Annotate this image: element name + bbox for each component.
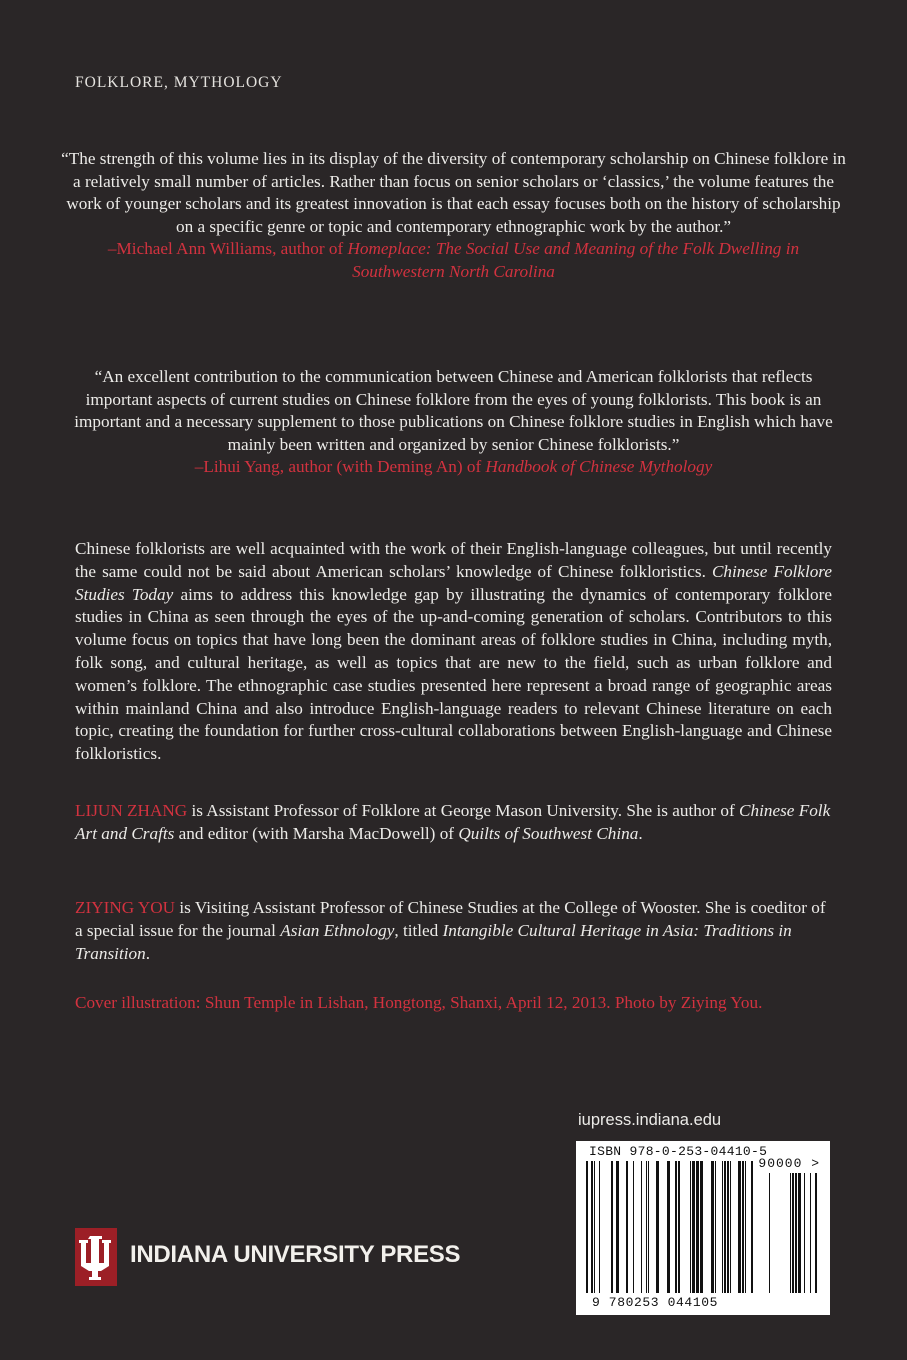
barcode-bar (769, 1173, 770, 1293)
barcode-bar (810, 1173, 811, 1293)
description-text: aims to address this knowledge gap by illustrating the dynamics of contemporary folklore studies in China as seen through the eyes of the up-and-coming generation of scholars. Contributors to this volume focus on topics that have long been the dominant areas of folklore studies in China, including myth, folk song, and cultural heritage, as well as topics that are new to the field, such as urban folklore and women’s folklore. The ethnographic case studies presented here represent a broad range of geographic areas within mainland China and also introduce English-language readers to relevant Chinese literature on each topic, creating the foundation for further cross-cultural collaborations between English-language and Chinese folkloristics. (75, 584, 833, 764)
bio-text: . (638, 823, 643, 843)
barcode-bar (633, 1161, 634, 1293)
bio-book-title: Chinese Folk Art and Crafts (75, 801, 831, 843)
quote-attribution (195, 457, 712, 476)
attribution-book-title: Handbook of Chinese Mythology (485, 457, 713, 476)
barcode-bar (656, 1161, 659, 1293)
editor-bio-zhang (75, 800, 832, 846)
barcode-bar (715, 1161, 716, 1293)
barcode-bar (790, 1173, 791, 1293)
barcode-bar (594, 1161, 595, 1293)
barcode-bar (591, 1161, 593, 1293)
barcode-bar (690, 1161, 691, 1293)
barcode-bar (675, 1161, 677, 1293)
barcode-bar (641, 1161, 642, 1293)
category-label: FOLKLORE, MYTHOLOGY (75, 74, 283, 91)
bio-text: and editor (with Marsha MacDowell) of (174, 823, 459, 843)
ean-number: 9 780253 044105 (592, 1295, 719, 1310)
book-title: Chinese Folklore Studies Today (75, 561, 832, 604)
barcode-bar (742, 1161, 744, 1293)
editor-name: LIJUN ZHANG (75, 801, 188, 820)
barcode-bar (795, 1173, 797, 1293)
bio-book-title: Quilts of Southwest China (458, 823, 639, 843)
cover-credit: Cover illustration: Shun Temple in Lishan, Hongtong, Shanxi, April 12, 2013. Photo by Ziying You. (75, 993, 763, 1012)
barcode-bar (792, 1173, 794, 1293)
barcode-bar (611, 1161, 613, 1293)
barcode-bars (576, 1141, 830, 1315)
endorsement-quote-2 (60, 366, 847, 479)
barcode-bar (586, 1161, 588, 1293)
bio-text: , titled (394, 920, 443, 940)
journal-title: Asian Ethnology (280, 920, 395, 940)
barcode-bar (724, 1161, 726, 1293)
book-description (75, 538, 832, 766)
barcode-bar (722, 1161, 723, 1293)
issue-title: Intangible Cultural Heritage in Asia: Traditions in Transition (75, 920, 792, 963)
barcode-bar (667, 1161, 670, 1293)
quote-attribution (108, 239, 799, 281)
barcode-bar (711, 1161, 714, 1293)
barcode-bar (745, 1161, 746, 1293)
isbn-number: ISBN 978-0-253-04410-5 (589, 1144, 768, 1159)
barcode-bar (648, 1161, 649, 1293)
endorsement-quote-1 (60, 148, 847, 283)
attribution-author: –Lihui Yang, author (with Deming An) of (194, 457, 486, 476)
barcode-bar (815, 1173, 817, 1293)
barcode-bar (700, 1161, 703, 1293)
barcode-bar (599, 1161, 600, 1293)
isbn-barcode (576, 1141, 830, 1315)
editor-name: ZIYING YOU (75, 898, 176, 917)
quote-text: “The strength of this volume lies in its display of the diversity of contemporary scholarship on Chinese folklore in a relatively small number of articles. Rather than focus on senior scholars or ‘classics,’ the volume features the work of younger scholars and its greatest innovation is that each essay focuses both on the history of scholarship on a specific genre or topic and contemporary ethnographic work by the author.” (61, 149, 846, 236)
publisher-url[interactable]: iupress.indiana.edu (578, 1111, 722, 1129)
barcode-bar (727, 1161, 729, 1293)
barcode-bar (751, 1161, 753, 1293)
iu-trident-logo-icon (75, 1228, 117, 1286)
barcode-bar (626, 1161, 628, 1293)
attribution-author: –Michael Ann Williams, author of (107, 239, 348, 258)
attribution-book-title: Homeplace: The Social Use and Meaning of the Folk Dwelling in Southwestern North Carolina (347, 239, 800, 281)
barcode-bar (692, 1161, 695, 1293)
barcode-bar (678, 1161, 680, 1293)
barcode-bar (646, 1161, 647, 1293)
quote-text: “An excellent contribution to the communication between Chinese and American folklorists that reflects important aspects of current studies on Chinese folklore from the eyes of young folklorists. This book is an important and a necessary supplement to those publications on Chinese folklore studies in English which have mainly been written and organized by senior Chinese folklorists.” (74, 367, 833, 454)
barcode-bar (804, 1173, 805, 1293)
barcode-bar (696, 1161, 699, 1293)
bio-text: is Assistant Professor of Folklore at George Mason University. She is author of (187, 801, 740, 820)
bio-text: . (145, 943, 150, 963)
editor-bio-you (75, 897, 832, 965)
barcode-bar (616, 1161, 619, 1293)
description-text: Chinese folklorists are well acquainted with the work of their English-language colleagues, but until recently the same could not be said about American scholars’ knowledge of Chinese folkloristics. (75, 539, 832, 581)
barcode-bar (730, 1161, 731, 1293)
bio-text: is Visiting Assistant Professor of Chinese Studies at the College of Wooster. She is coeditor of a special issue for the journal (75, 898, 826, 940)
publisher-name: INDIANA UNIVERSITY PRESS (130, 1241, 461, 1268)
barcode-bar (798, 1173, 801, 1293)
barcode-bar (738, 1161, 741, 1293)
price-code: 90000 > (758, 1156, 820, 1171)
